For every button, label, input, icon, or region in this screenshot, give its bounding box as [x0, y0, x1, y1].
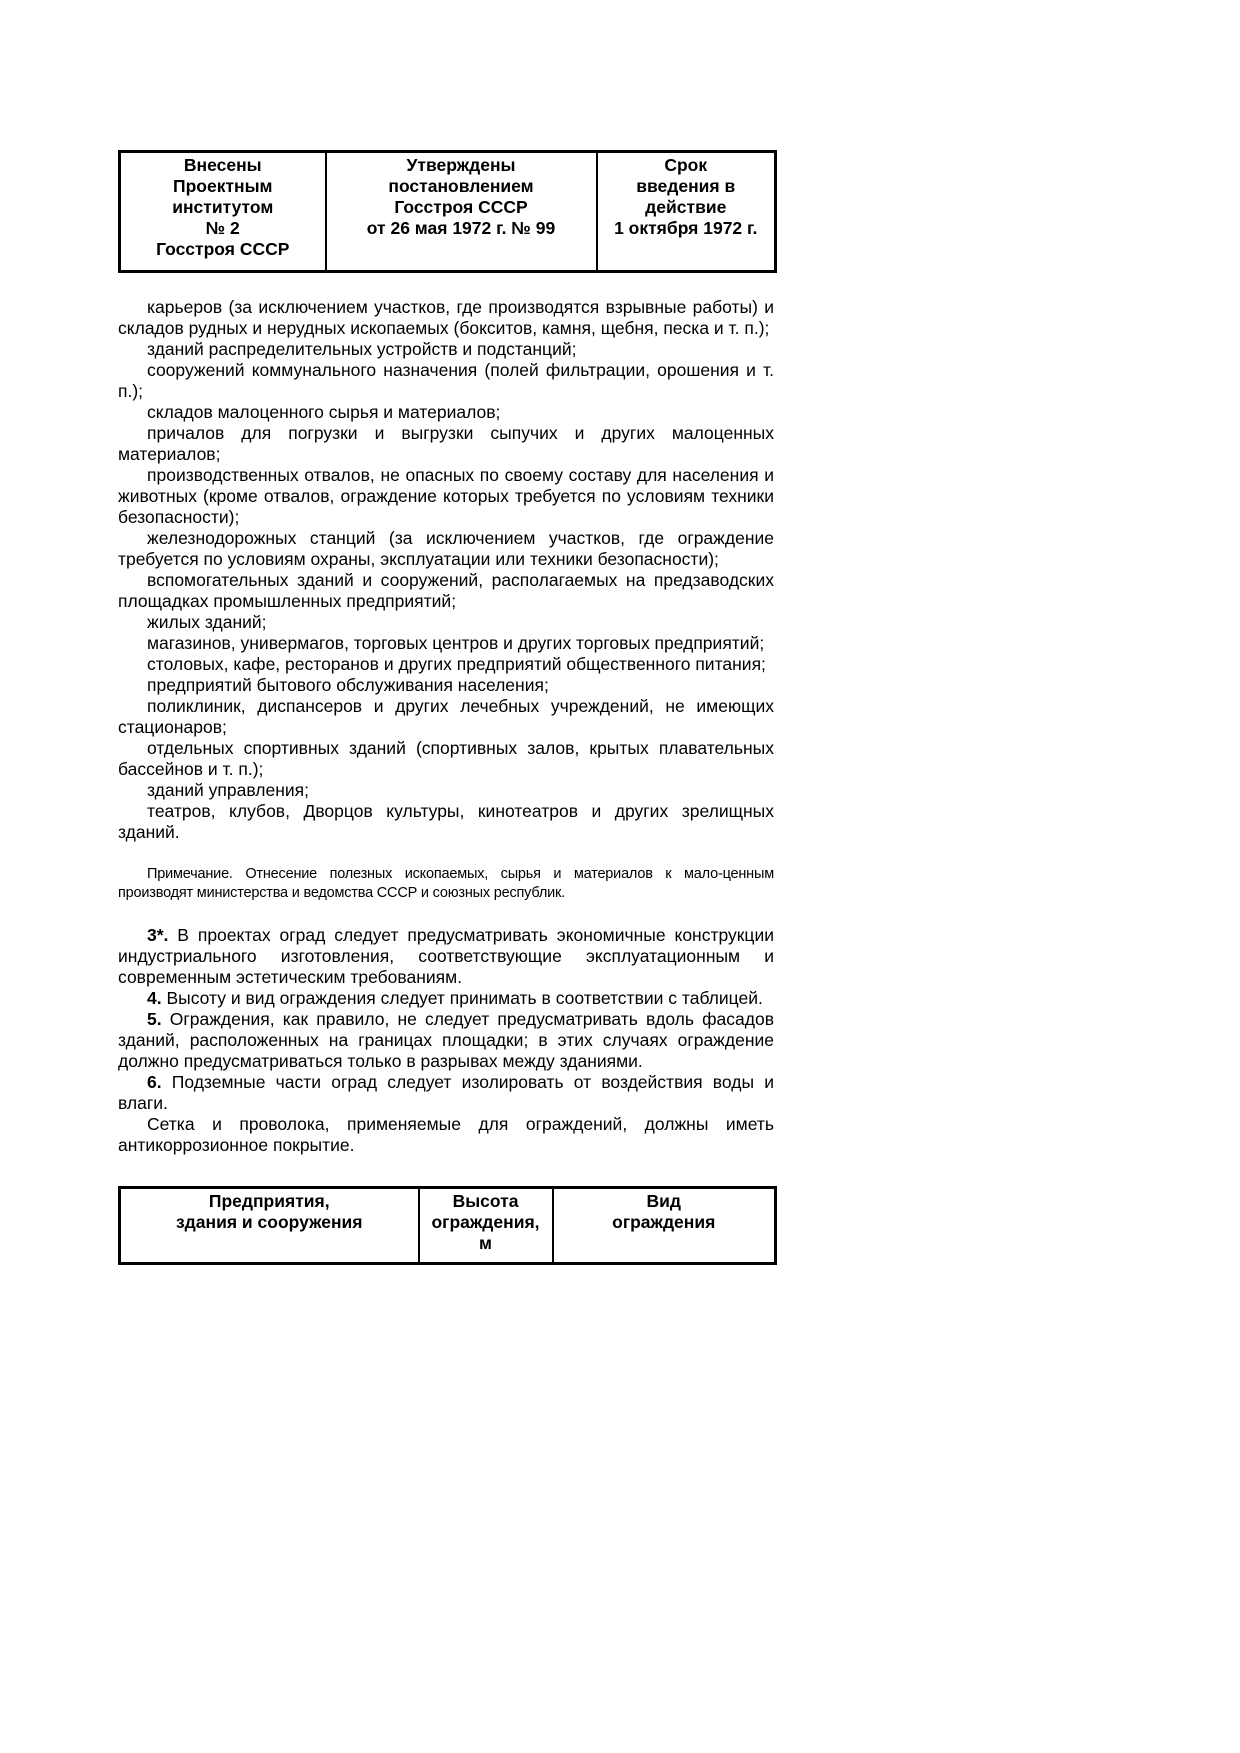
list-item: жилых зданий;: [147, 612, 267, 632]
clause-text: Ограждения, как правило, не следует предусматривать вдоль фасадов зданий, расположенных на границах площадки; в этих случаях ограждение должно предусматриваться только в разрывах между зданиями.: [118, 1009, 774, 1071]
list-item: причалов для погрузки и выгрузки сыпучих и других малоценных материалов;: [118, 423, 774, 464]
clause-paragraph: [118, 988, 774, 1009]
list-item: зданий распределительных устройств и подстанций;: [147, 339, 577, 359]
approved-by-cell: [326, 152, 597, 272]
list-item: предприятий бытового обслуживания населения;: [147, 675, 549, 695]
list-item: вспомогательных зданий и сооружений, располагаемых на предзаводских площадках промышленных предприятий;: [118, 570, 774, 611]
fence-table: [118, 1186, 777, 1265]
approved-by-text: Утверждены постановлением Госстроя СССР от 26 мая 1972 г. № 99: [366, 155, 556, 238]
list-item: театров, клубов, Дворцов культуры, кинотеатров и других зрелищных зданий.: [118, 801, 774, 842]
clause-paragraph: [118, 1072, 774, 1114]
clause-number: 6.: [147, 1072, 162, 1092]
clause-paragraph: [118, 1114, 774, 1156]
clause-text: В проектах оград следует предусматривать экономичные конструкции индустриального изготовления, соответствующие эксплуатационным и современным эстетическим требованиям.: [118, 925, 774, 987]
clause-text: Подземные части оград следует изолировать от воздействия воды и влаги.: [118, 1072, 774, 1113]
clause-paragraph: [118, 1009, 774, 1072]
note-paragraph: Примечание. Отнесение полезных ископаемых, сырья и материалов к мало-ценным производят министерства и ведомства СССР и союзных республик.: [118, 866, 774, 901]
document-page: [118, 150, 774, 1265]
clause-paragraph: [118, 925, 774, 988]
fence-table-header-height: [419, 1188, 553, 1264]
clause-text: Высоту и вид ограждения следует принимать в соответствии с таблицей.: [161, 988, 763, 1008]
list-item: складов малоценного сырья и материалов;: [147, 402, 501, 422]
list-item: карьеров (за исключением участков, где производятся взрывные работы) и складов рудных и нерудных ископаемых (бокситов, камня, щебня, песка и т. п.);: [118, 297, 774, 338]
list-item: отдельных спортивных зданий (спортивных залов, крытых плавательных бассейнов и т. п.);: [118, 738, 774, 779]
list-item: столовых, кафе, ресторанов и других предприятий общественного питания;: [147, 654, 766, 674]
approval-header-table: [118, 150, 777, 273]
header-height-text: Высота ограждения, м: [431, 1191, 540, 1253]
clause-number: 4.: [147, 988, 162, 1008]
fence-table-header-type: [553, 1188, 776, 1264]
clause-text: Сетка и проволока, применяемые для ограждений, должны иметь антикоррозионное покрытие.: [118, 1114, 774, 1155]
table-row: [120, 152, 776, 272]
list-item: сооружений коммунального назначения (полей фильтрации, орошения и т. п.);: [118, 360, 774, 401]
effective-date-cell: [597, 152, 776, 272]
exemption-list: [118, 297, 774, 843]
fence-table-header-objects: [120, 1188, 419, 1264]
submitted-by-cell: [120, 152, 326, 272]
table-row: [120, 1188, 776, 1264]
effective-date-text: Срок введения в действие 1 октября 1972 г.: [614, 155, 758, 238]
list-item: поликлиник, диспансеров и других лечебных учреждений, не имеющих стационаров;: [118, 696, 774, 737]
document-body: [118, 297, 774, 1156]
fence-table-wrap: [118, 1186, 774, 1265]
list-item: производственных отвалов, не опасных по своему составу для населения и животных (кроме отвалов, ограждение которых требуется по условиям техники безопасности);: [118, 465, 774, 527]
submitted-by-text: Внесены Проектным институтом № 2 Госстроя СССР: [156, 155, 290, 259]
list-item: магазинов, универмагов, торговых центров и других торговых предприятий;: [147, 633, 765, 653]
clause-number: 5.: [147, 1009, 162, 1029]
clauses-section: [118, 925, 774, 1156]
list-item: зданий управления;: [147, 780, 309, 800]
clause-number: 3*.: [147, 925, 169, 945]
header-objects-text: Предприятия, здания и сооружения: [175, 1191, 363, 1232]
header-type-text: Вид ограждения: [612, 1191, 716, 1232]
list-item: железнодорожных станций (за исключением участков, где ограждение требуется по условиям охраны, эксплуатации или техники безопасности);: [118, 528, 774, 569]
